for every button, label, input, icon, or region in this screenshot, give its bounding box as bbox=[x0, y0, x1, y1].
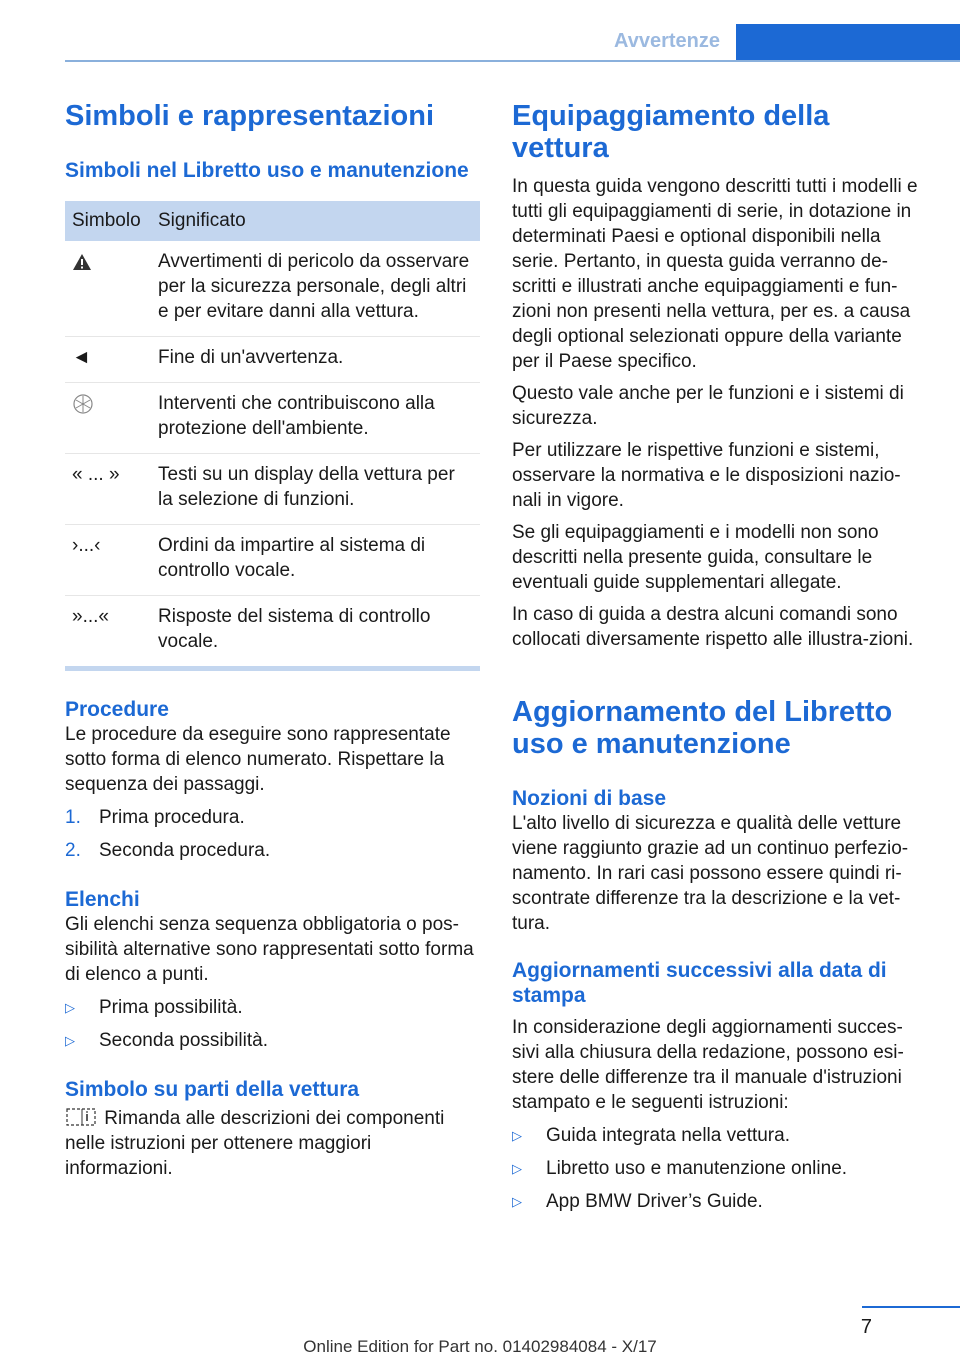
subheading-basics: Nozioni di base bbox=[512, 787, 667, 810]
table-row bbox=[65, 525, 480, 596]
procedures-text: Le procedure da eseguire sono rappresentate sotto forma di elenco numerato. Rispettare la sequenza dei passaggi. bbox=[65, 724, 451, 795]
table-header-symbol: Simbolo bbox=[65, 201, 151, 241]
section-title-equipment: Equipaggiamento della vettura bbox=[512, 100, 830, 164]
list-item bbox=[65, 805, 480, 830]
meaning-cell: Fine di un'avvertenza. bbox=[151, 337, 480, 383]
vehicle-symbol-text bbox=[65, 1106, 480, 1181]
left-column bbox=[65, 100, 480, 1181]
meaning-cell: Risposte del sistema di controllo vocale. bbox=[158, 606, 431, 652]
meaning-cell: Avvertimenti di pericolo da osservare per la sicurezza personale, degli altri e per evitare danni alla vettura. bbox=[151, 241, 480, 337]
list-item bbox=[65, 1028, 480, 1053]
warning-triangle-icon bbox=[72, 253, 92, 271]
list-item-text: Seconda possibilità. bbox=[99, 1030, 268, 1051]
footer-rule bbox=[862, 1306, 960, 1308]
section-title-update: Aggiornamento del Libretto uso e manutenzione bbox=[512, 696, 893, 760]
subheading-procedures: Procedure bbox=[65, 698, 169, 721]
basics-text: L'alto livello di sicurezza e qualità delle vetture viene raggiunto grazie ad un continuo perfezio-namento. In rari casi possono essere quindi ri-scontrate differenze tra la descrizione e la vet-tura. bbox=[512, 813, 909, 934]
header-rule bbox=[65, 60, 960, 62]
symbol-cell: « ... » bbox=[65, 454, 151, 525]
triangle-bullet-icon: ▷ bbox=[512, 1161, 522, 1176]
environment-icon bbox=[72, 393, 94, 415]
section-title-symbols: Simboli e rappresentazioni bbox=[65, 100, 435, 132]
list-item bbox=[512, 1156, 930, 1181]
right-column bbox=[512, 100, 930, 1214]
meaning-cell: Interventi che contribuiscono alla protezione dell'ambiente. bbox=[151, 383, 480, 454]
symbols-table bbox=[65, 201, 480, 666]
triangle-bullet-icon: ▷ bbox=[65, 1033, 75, 1048]
header-title: Avvertenze bbox=[614, 30, 720, 52]
meaning-cell: Ordini da impartire al sistema di controllo vocale. bbox=[151, 525, 480, 596]
list-number: 2. bbox=[65, 840, 81, 861]
list-item bbox=[512, 1189, 930, 1214]
bullet-list bbox=[512, 1123, 930, 1214]
lists-text: Gli elenchi senza sequenza obbligatoria o pos-sibilità alternative sono rappresentati sotto forma di elenco a punti. bbox=[65, 914, 474, 985]
triangle-bullet-icon: ▷ bbox=[65, 1000, 75, 1015]
later-updates-text: In considerazione degli aggiornamenti succes-sivi alla chiusura della redazione, possono esi-stere delle differenze tra il manuale d'istruzioni stampato e le seguenti istruzioni: bbox=[512, 1017, 904, 1113]
triangle-bullet-icon: ▷ bbox=[512, 1128, 522, 1143]
equipment-paragraph: Per utilizzare le rispettive funzioni e sistemi, osservare la normativa e le disposizioni nazio-nali in vigore. bbox=[512, 440, 901, 511]
list-item-text: App BMW Driver’s Guide. bbox=[546, 1191, 763, 1212]
symbol-cell: ◄ bbox=[65, 337, 151, 383]
table-row bbox=[65, 383, 480, 454]
subheading-lists: Elenchi bbox=[65, 888, 140, 911]
table-row bbox=[65, 596, 480, 667]
subheading-vehicle-symbol: Simbolo su parti della vettura bbox=[65, 1078, 360, 1101]
meaning-cell: Testi su un display della vettura per la selezione di funzioni. bbox=[151, 454, 480, 525]
list-item-text: Prima procedura. bbox=[99, 807, 245, 828]
list-item bbox=[512, 1123, 930, 1148]
procedures-list bbox=[65, 805, 480, 863]
triangle-bullet-icon: ▷ bbox=[512, 1194, 522, 1209]
symbol-cell: ›...‹ bbox=[65, 525, 151, 596]
list-item bbox=[65, 838, 480, 863]
equipment-paragraph: In questa guida vengono descritti tutti i modelli e tutti gli equipaggiamenti di serie, in dotazione in determinati Paesi e optional disponibili nella serie. Pertanto, in questa guida verranno de-scritti e illustrati anche equipaggiamenti e fun-zioni non presenti nella vettura, per es. a causa degli optional selezionati oppure della variante per il Paese specifico. bbox=[512, 176, 918, 372]
subheading-symbols: Simboli nel Libretto uso e manutenzione bbox=[65, 159, 469, 182]
symbol-cell bbox=[65, 241, 151, 337]
table-bottom-rule bbox=[65, 666, 480, 671]
list-item-text: Libretto uso e manutenzione online. bbox=[546, 1158, 848, 1179]
list-item bbox=[65, 995, 480, 1020]
equipment-paragraph: In caso di guida a destra alcuni comandi sono collocati diversamente rispetto alle illustra-zioni. bbox=[512, 604, 914, 650]
symbol-cell bbox=[65, 383, 151, 454]
equipment-paragraph: Se gli equipaggiamenti e i modelli non sono descritti nella presente guida, consultare le eventuali guide supplementari allegate. bbox=[512, 522, 879, 593]
footer-edition-text: Online Edition for Part no. 01402984084 - X/17 bbox=[303, 1337, 657, 1356]
list-item-text: Prima possibilità. bbox=[99, 997, 243, 1018]
manual-book-icon bbox=[65, 1107, 99, 1127]
page-number: 7 bbox=[860, 1316, 872, 1338]
header-accent-block bbox=[736, 24, 960, 62]
symbol-cell: »...« bbox=[72, 606, 109, 627]
equipment-paragraph: Questo vale anche per le funzioni e i sistemi di sicurezza. bbox=[512, 383, 904, 429]
table-row bbox=[65, 337, 480, 383]
table-header-meaning: Significato bbox=[151, 201, 480, 241]
table-row bbox=[65, 454, 480, 525]
bullet-list bbox=[65, 995, 480, 1053]
subheading-later-updates: Aggiornamenti successivi alla data di stampa bbox=[512, 959, 887, 1007]
table-row bbox=[65, 241, 480, 337]
list-item-text: Guida integrata nella vettura. bbox=[546, 1125, 790, 1146]
vehicle-symbol-description: Rimanda alle descrizioni dei componenti nelle istruzioni per ottenere maggiori informazioni. bbox=[65, 1108, 445, 1179]
list-number: 1. bbox=[65, 807, 81, 828]
list-item-text: Seconda procedura. bbox=[99, 840, 271, 861]
